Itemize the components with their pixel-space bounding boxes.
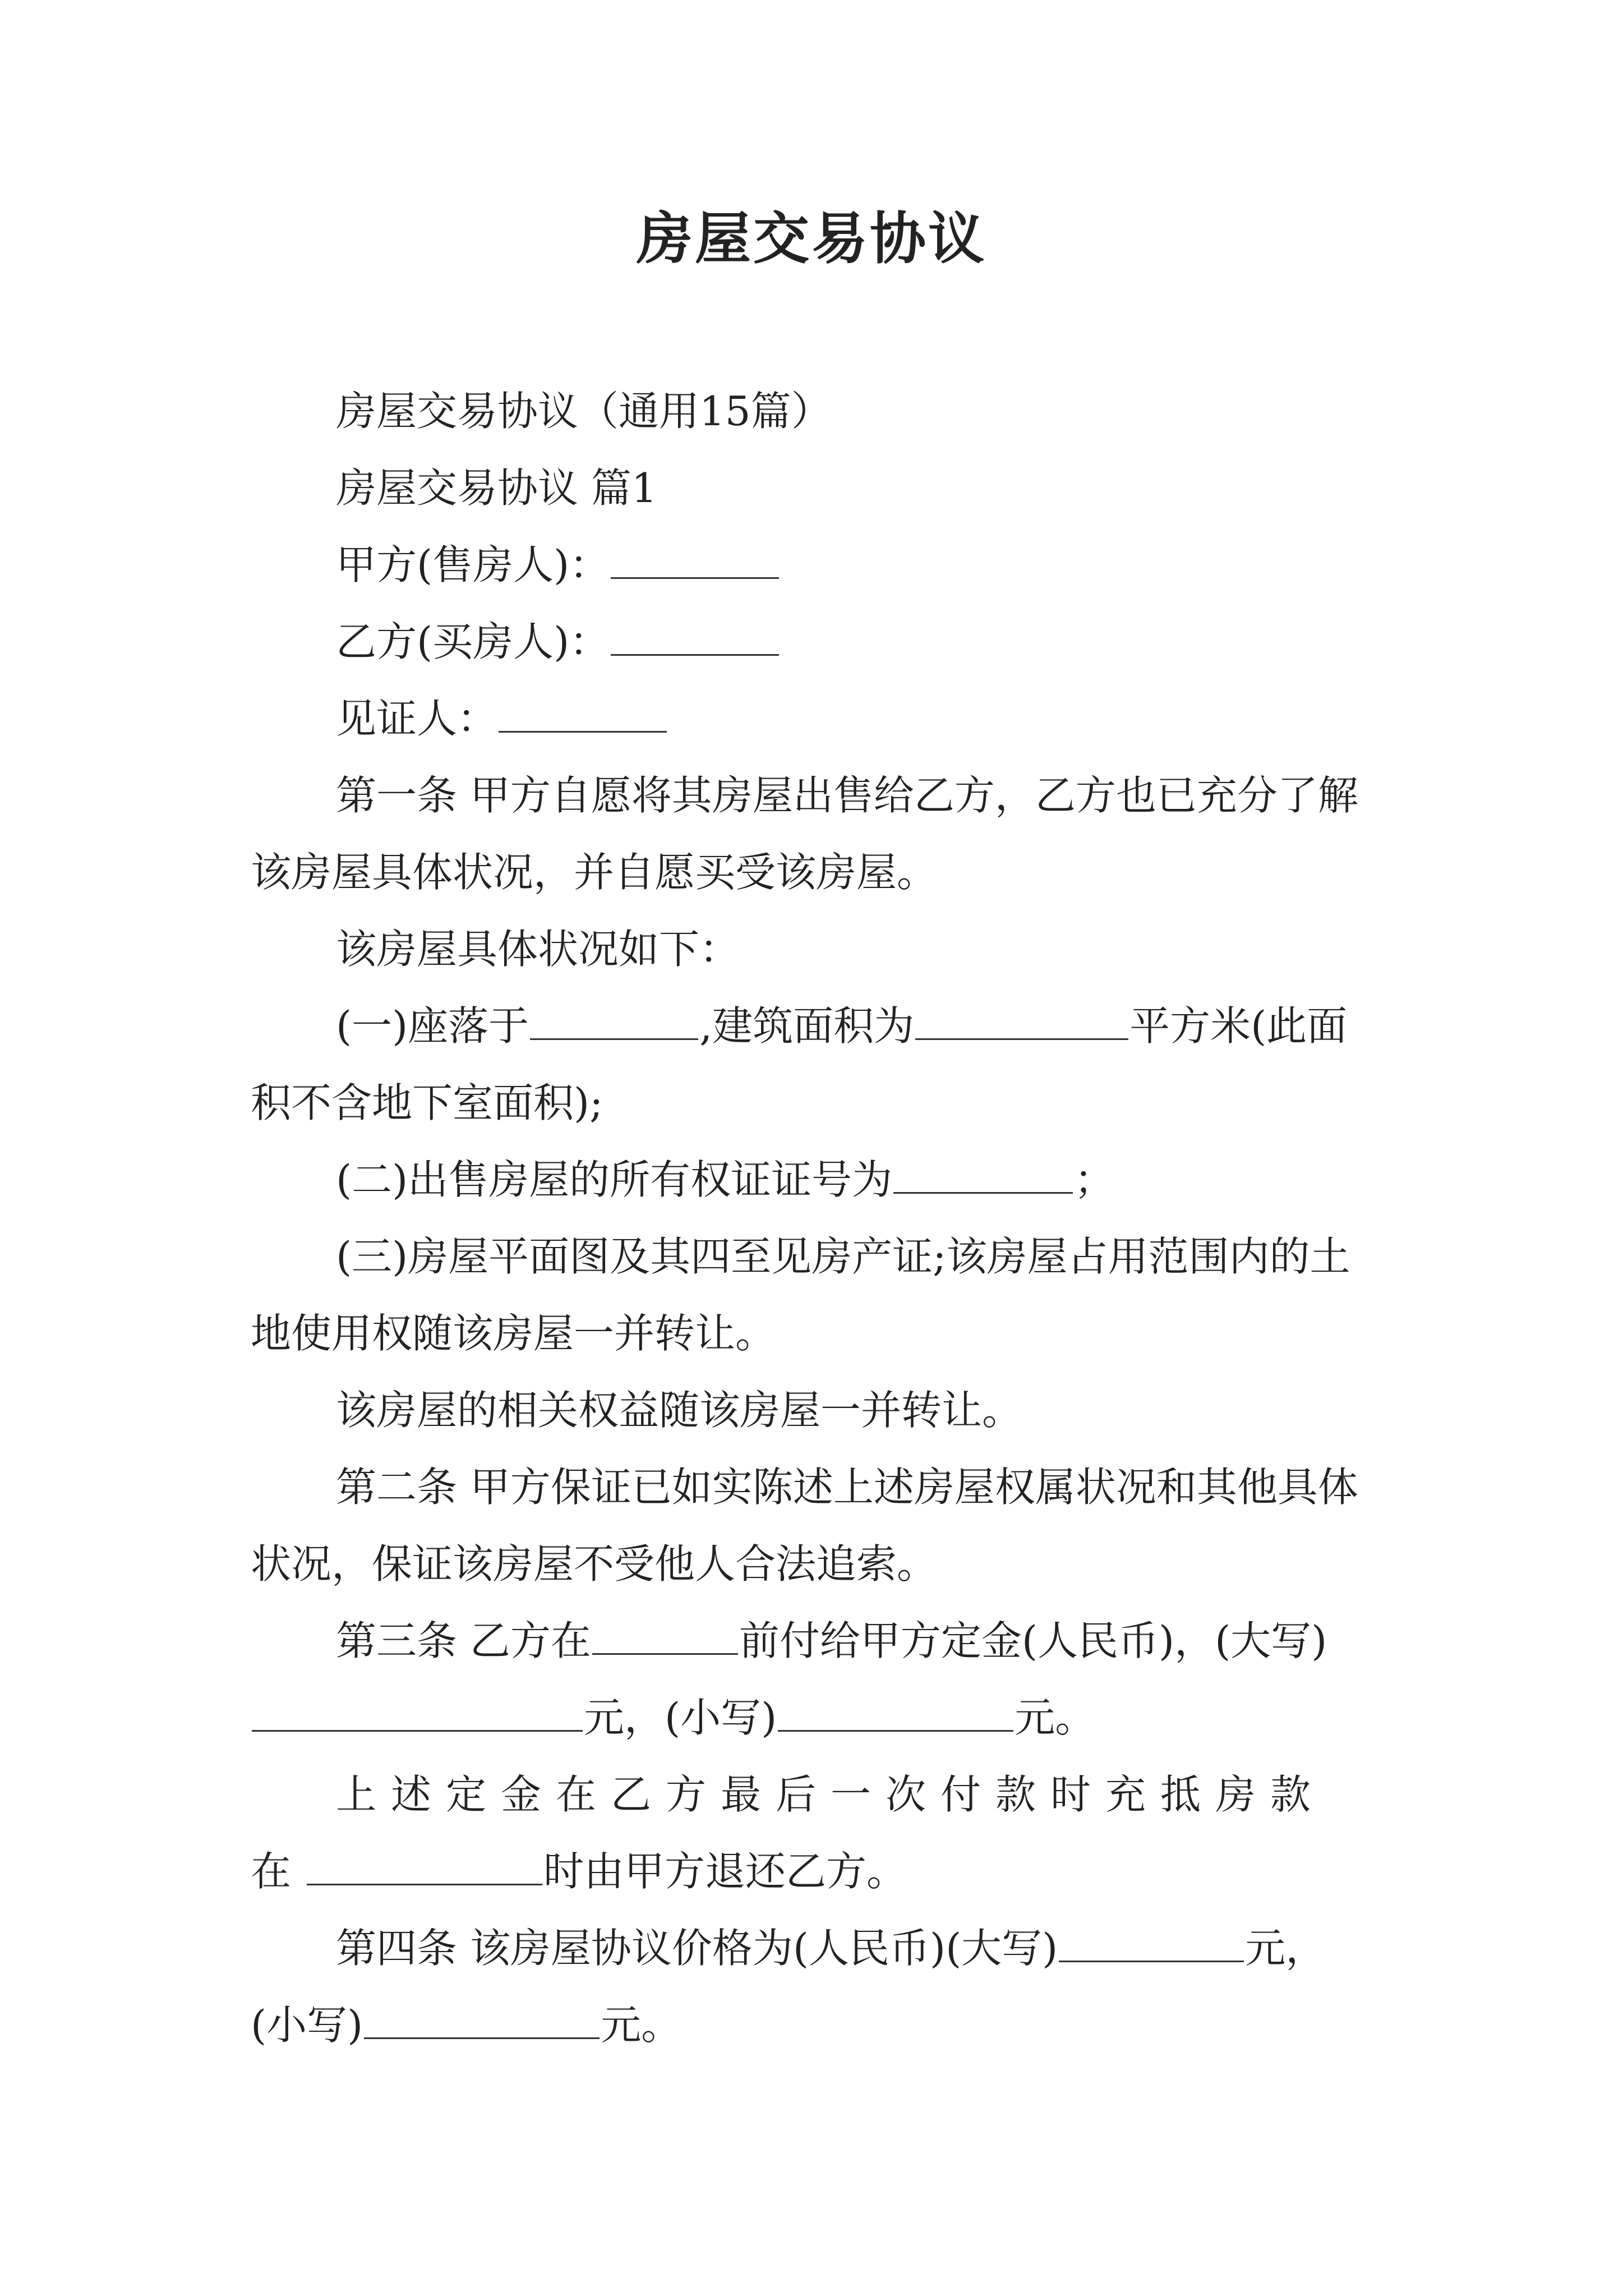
section-heading: 房屋交易协议 篇1 — [336, 464, 657, 512]
article-2-paragraph: 第二条 甲方保证已如实陈述上述房屋权属状况和其他具体状况，保证该房屋不受他人合法追索。 — [251, 1464, 1358, 1588]
subtitle-paragraph: 房屋交易协议（通用15篇） — [336, 388, 832, 435]
party-b-label: 乙方(买房人)： — [336, 618, 610, 665]
deposit-text-1: 第三条 乙方在 — [336, 1617, 591, 1664]
deposit-date-blank — [592, 1653, 738, 1655]
deposit-lowercase-blank — [778, 1729, 1013, 1732]
article-1-paragraph: 第一条 甲方自愿将其房屋出售给乙方，乙方也已充分了解该房屋具体状况，并自愿买受该房屋。 — [251, 772, 1358, 896]
location-blank — [530, 1038, 698, 1040]
party-a-line — [251, 527, 1372, 604]
offset-blank — [307, 1883, 542, 1885]
area-blank — [915, 1038, 1128, 1040]
location-text-1: (一)座落于 — [336, 1002, 529, 1050]
article-4-paragraph — [251, 1910, 1372, 2064]
party-a-label: 甲方(售房人)： — [336, 541, 610, 588]
deposit-offset-paragraph — [251, 1756, 1372, 1910]
party-b-blank — [611, 654, 779, 656]
party-a-blank — [611, 577, 779, 579]
certificate-text-1: (二)出售房屋的所有权证证号为 — [336, 1156, 893, 1203]
price-text-3: 元。 — [601, 2001, 682, 2049]
price-text-1: 第四条 该房屋协议价格为(人民币)(大写) — [336, 1925, 1058, 1972]
price-lowercase-blank — [364, 2037, 600, 2039]
deposit-uppercase-blank — [252, 1729, 583, 1732]
ownership-certificate-paragraph — [251, 1142, 1372, 1218]
offset-text-2: 时由甲方退还乙方。 — [543, 1848, 907, 1895]
article-3-paragraph — [251, 1603, 1372, 1756]
witness-blank — [499, 730, 667, 733]
party-b-line — [251, 604, 1372, 680]
witness-line — [251, 680, 1372, 757]
document-body — [251, 373, 1372, 2064]
deposit-text-2: 前付给甲方定金(人民币)，(大写) — [739, 1617, 1327, 1664]
location-text-2: ,建筑面积为 — [699, 1002, 915, 1050]
witness-label: 见证人： — [336, 695, 498, 742]
related-rights-paragraph: 该房屋的相关权益随该房屋一并转让。 — [336, 1387, 1023, 1434]
certificate-text-2: ； — [1074, 1156, 1115, 1203]
floor-plan-paragraph: (三)房屋平面图及其四至见房产证;该房屋占用范围内的土地使用权随该房屋一并转让。 — [251, 1233, 1350, 1357]
offset-text-1: 上述定金在乙方最后一次付款时充抵房款在 — [251, 1771, 1326, 1895]
location-text-3: 平方米(此面积不含地下室面积); — [251, 1002, 1348, 1126]
price-uppercase-blank — [1059, 1960, 1244, 1962]
property-location-paragraph — [251, 988, 1372, 1142]
property-status-intro: 该房屋具体状况如下： — [336, 926, 740, 973]
document-title: 房屋交易协议 — [637, 205, 986, 272]
deposit-text-3: 元，(小写) — [584, 1694, 777, 1741]
price-text-2: 元，(小写) — [251, 1925, 1326, 2049]
certificate-blank — [893, 1191, 1073, 1194]
deposit-text-4: 元。 — [1015, 1694, 1096, 1741]
